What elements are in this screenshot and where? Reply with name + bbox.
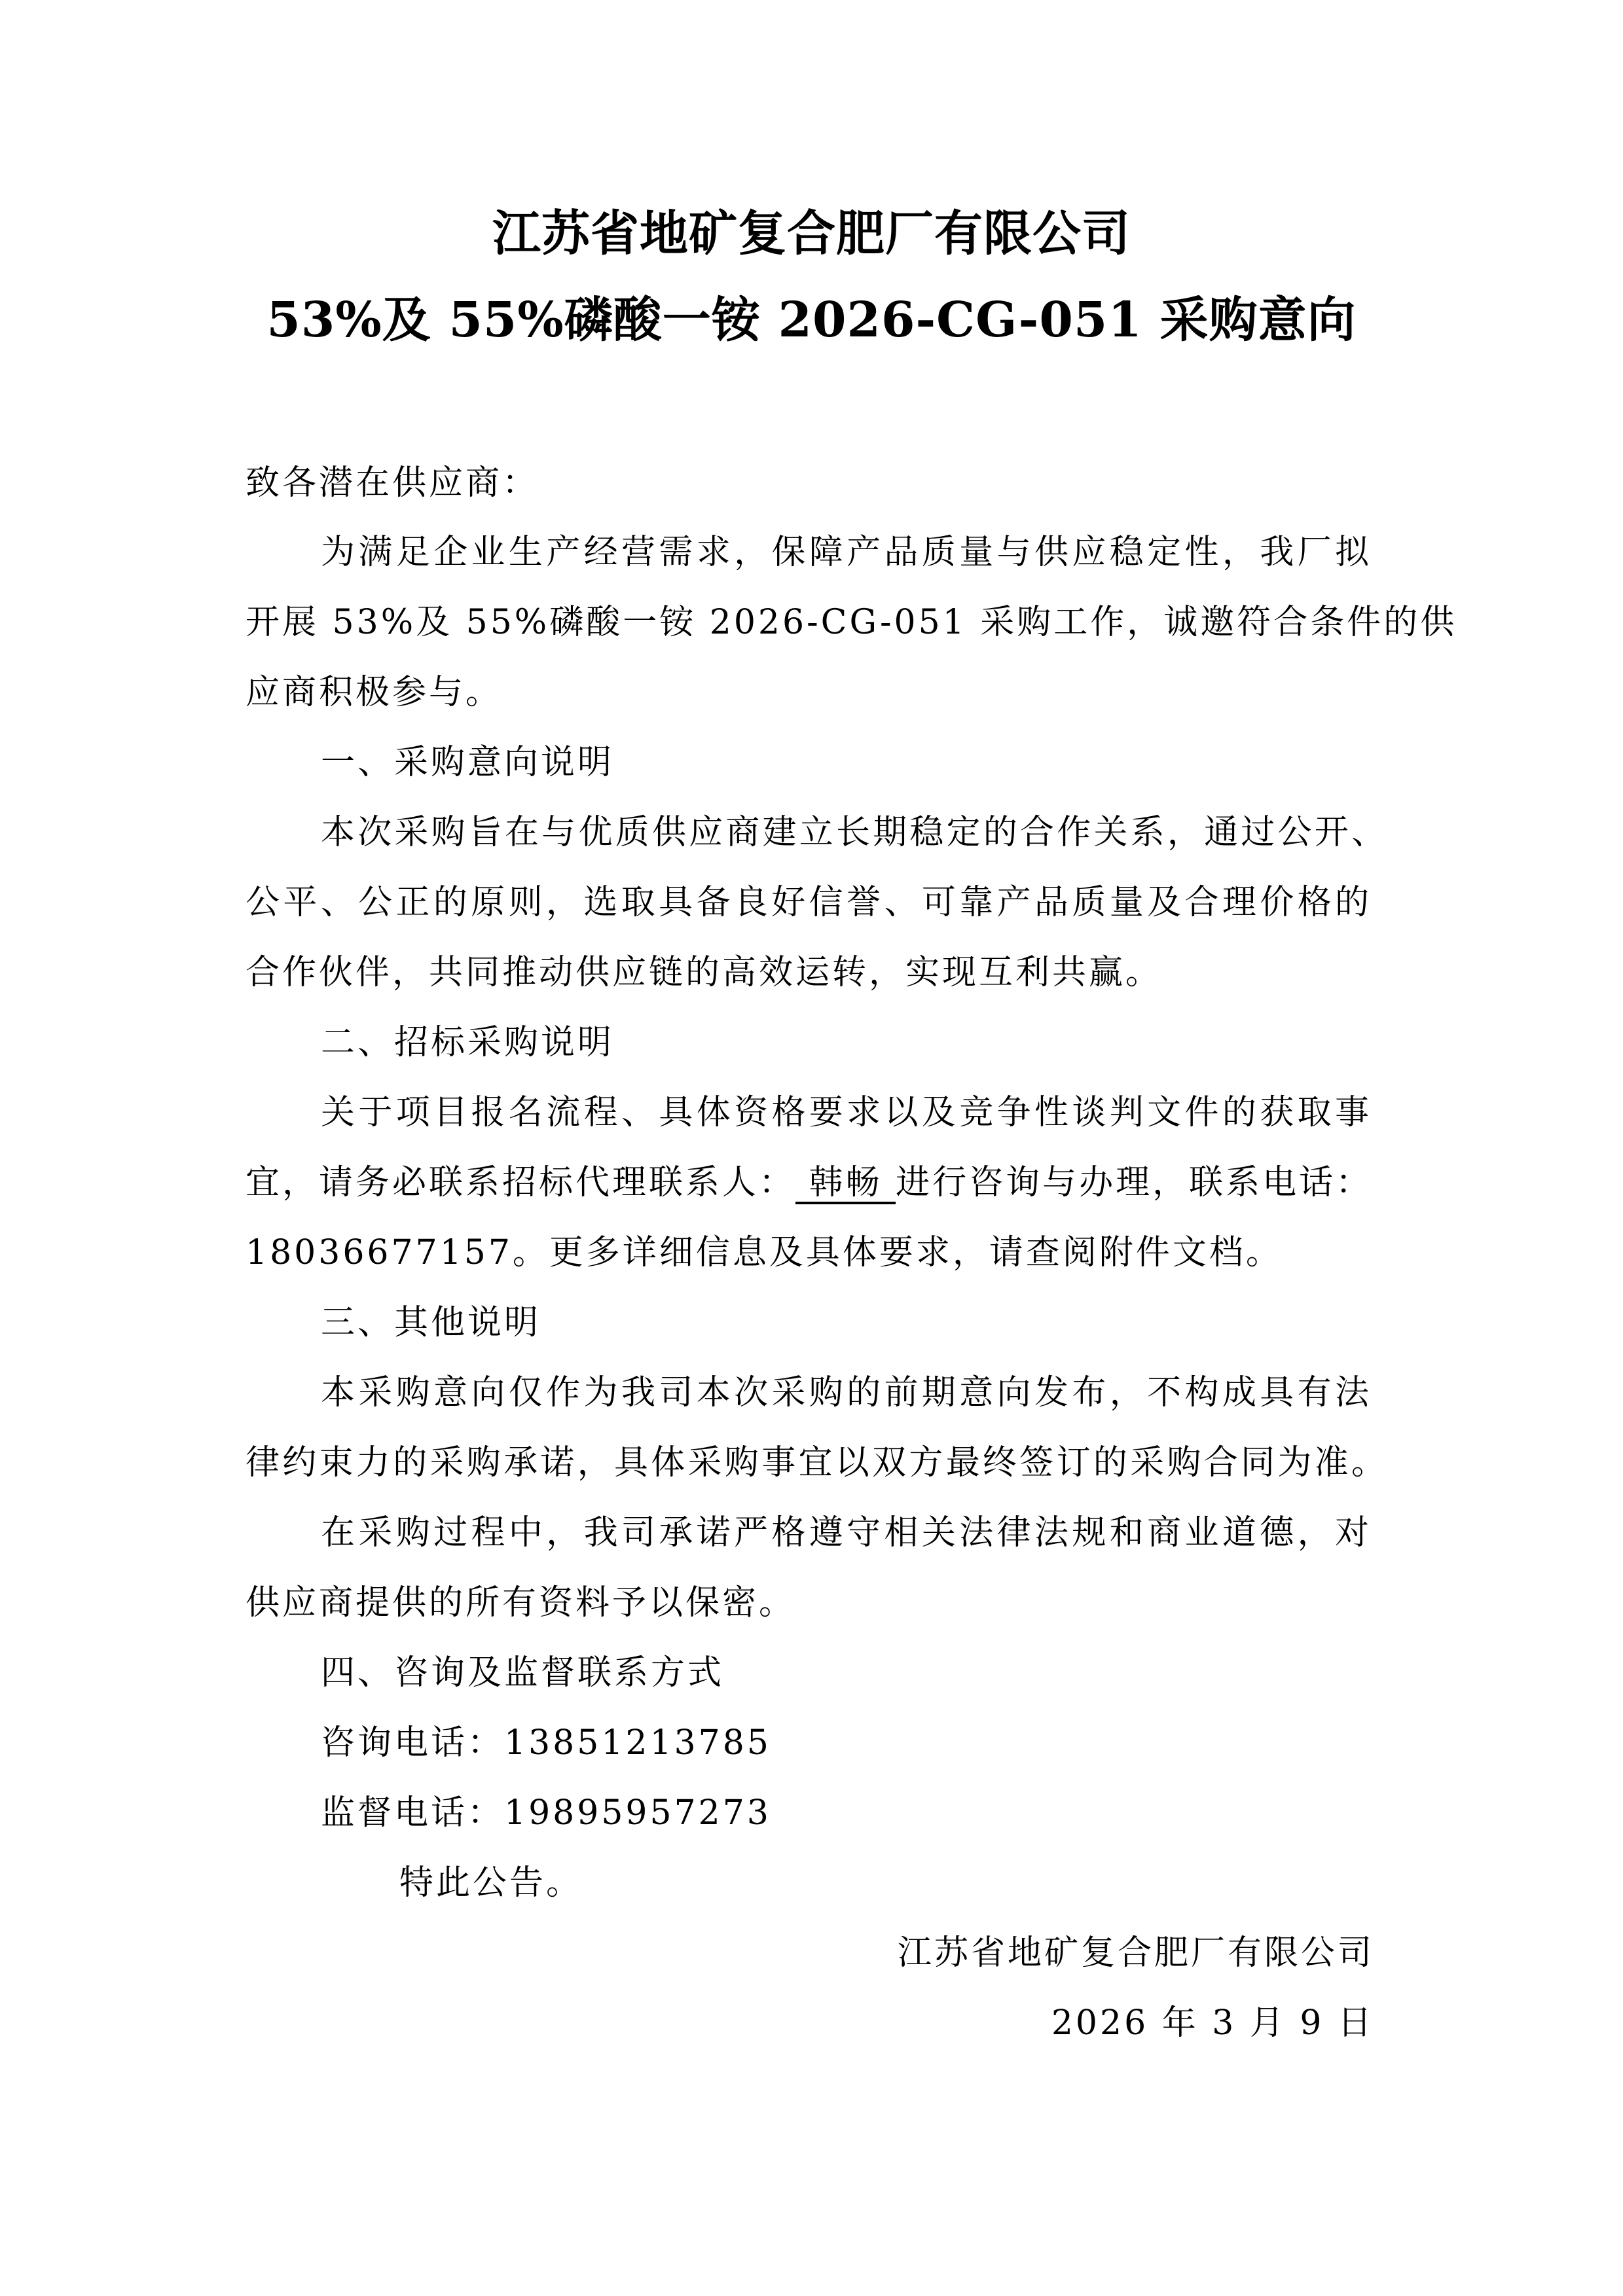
consult-phone: 咨询电话：13851213785	[321, 1723, 771, 1763]
section-3-line-2: 律约束力的采购承诺，具体采购事宜以双方最终签订的采购合同为准。	[246, 1443, 1388, 1482]
contact-name: 韩畅	[795, 1163, 896, 1202]
section-2-line-2-prefix: 宜，请务必联系招标代理联系人：	[246, 1163, 796, 1202]
section-1-line-3: 合作伙伴，共同推动供应链的高效运转，实现互利共赢。	[246, 953, 1163, 992]
section-3-line-1: 本采购意向仅作为我司本次采购的前期意向发布，不构成具有法	[321, 1373, 1372, 1412]
document-title-company: 江苏省地矿复合肥厂有限公司	[492, 206, 1131, 262]
signature-company: 江苏省地矿复合肥厂有限公司	[897, 1933, 1374, 1973]
section-heading-2: 二、招标采购说明	[321, 1023, 615, 1062]
section-3-line-3: 在采购过程中，我司承诺严格遵守相关法律法规和商业道德，对	[321, 1513, 1372, 1552]
document-title-subject: 53%及 55%磷酸一铵 2026-CG-051 采购意向	[266, 292, 1357, 348]
section-3-line-4: 供应商提供的所有资料予以保密。	[246, 1583, 796, 1623]
section-2-line-2	[246, 1163, 1373, 1202]
section-1-line-1: 本次采购旨在与优质供应商建立长期稳定的合作关系，通过公开、	[321, 813, 1388, 852]
greeting: 致各潜在供应商：	[246, 463, 539, 503]
section-2-line-1: 关于项目报名流程、具体资格要求以及竞争性谈判文件的获取事	[321, 1093, 1372, 1132]
closing-statement: 特此公告。	[399, 1863, 583, 1903]
section-2-line-2-suffix: 进行咨询与办理，联系电话：	[896, 1163, 1373, 1202]
section-heading-3: 三、其他说明	[321, 1303, 541, 1342]
section-heading-1: 一、采购意向说明	[321, 743, 615, 782]
signature-date: 2026 年 3 月 9 日	[1051, 2003, 1374, 2043]
supervision-phone: 监督电话：19895957273	[321, 1793, 771, 1833]
intro-line-3: 应商积极参与。	[246, 673, 503, 712]
intro-line-2: 开展 53%及 55%磷酸一铵 2026-CG-051 采购工作，诚邀符合条件的供	[246, 603, 1457, 642]
section-1-line-2: 公平、公正的原则，选取具备良好信誉、可靠产品质量及合理价格的	[246, 883, 1372, 922]
section-2-line-3: 18036677157。更多详细信息及具体要求，请查阅附件文档。	[246, 1233, 1283, 1272]
intro-line-1: 为满足企业生产经营需求，保障产品质量与供应稳定性，我厂拟	[321, 533, 1372, 572]
section-heading-4: 四、咨询及监督联系方式	[321, 1653, 725, 1693]
